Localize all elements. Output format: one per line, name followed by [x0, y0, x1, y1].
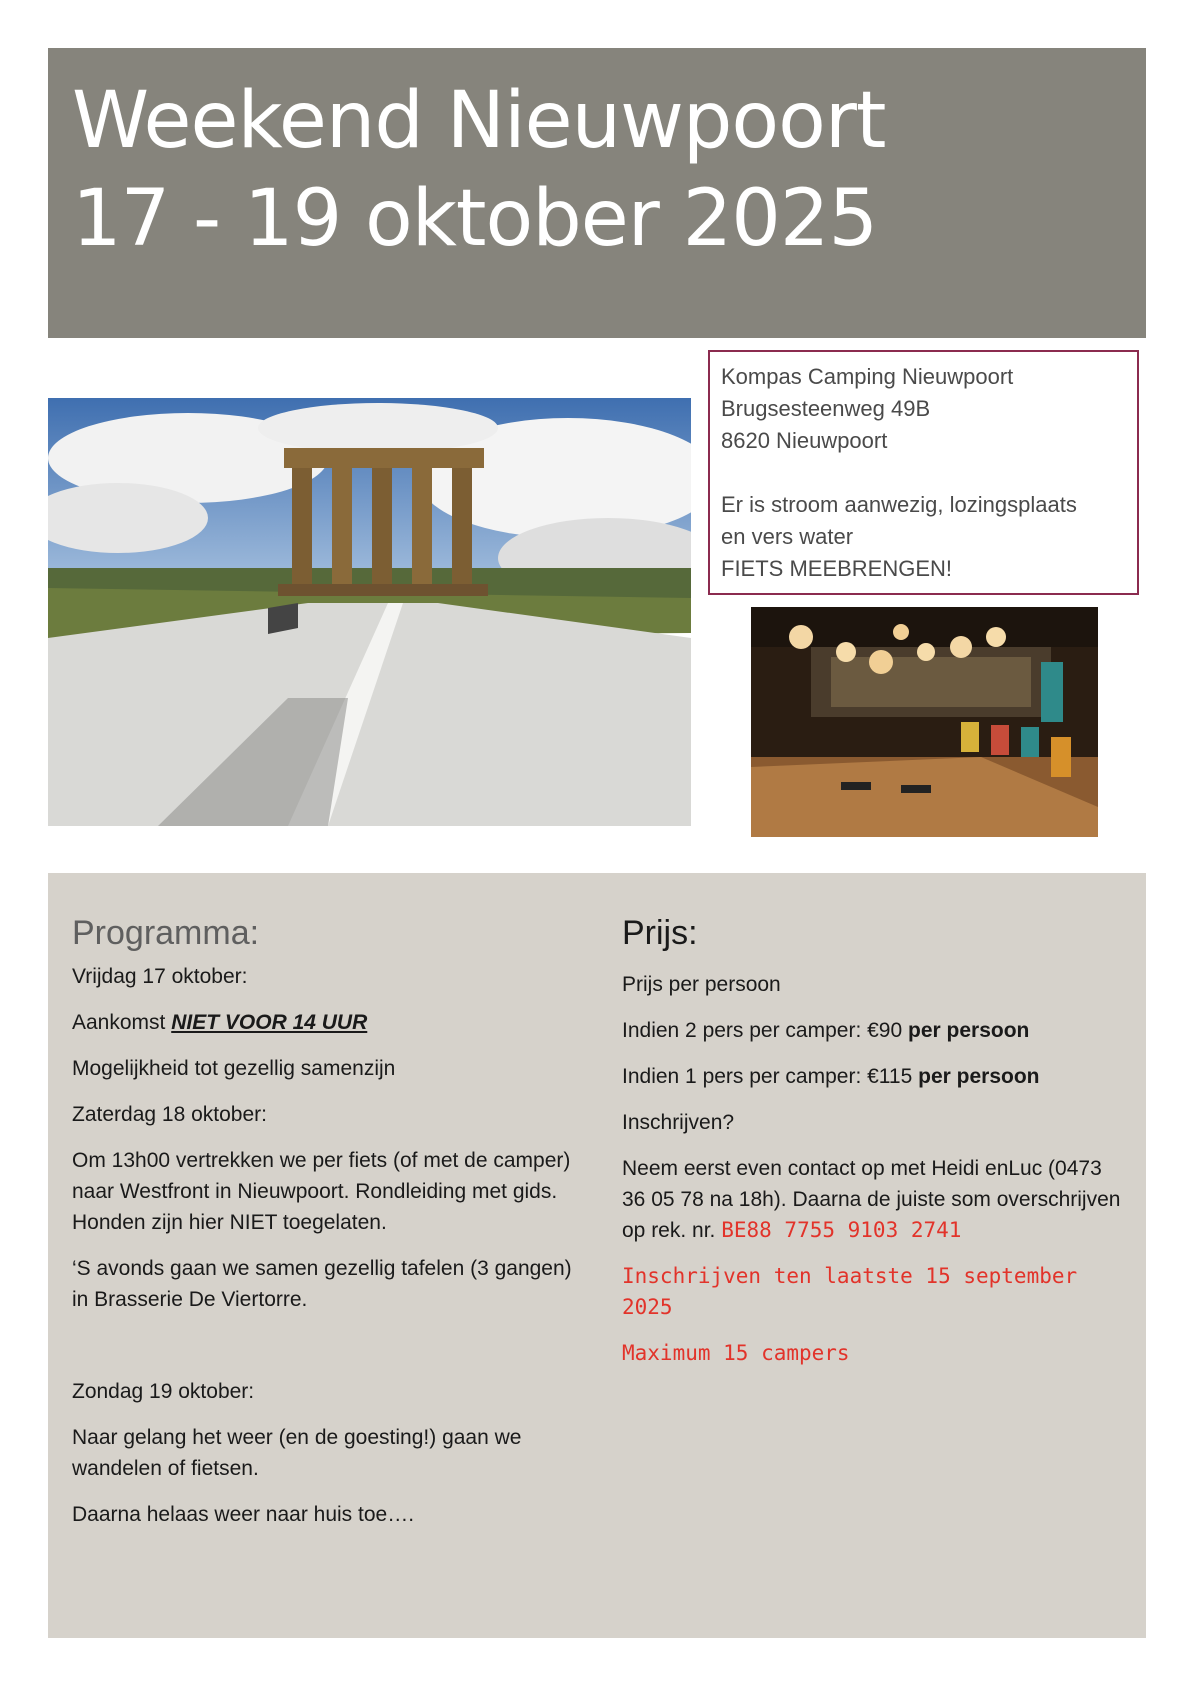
header-banner	[48, 48, 1146, 338]
contact-body: Neem eerst even contact op met Heidi enLuc (0473 36 05 78 na 18h). Daarna de juiste som overschrijven op rek. nr.	[622, 1157, 1121, 1242]
sunday-title: Zondag 19 oktober:	[72, 1380, 255, 1403]
price-two-persons	[622, 1015, 1122, 1046]
facilities-line-1: Er is stroom aanwezig, lozingsplaats	[721, 492, 1077, 517]
max-campers: Maximum 15 campers	[622, 1341, 850, 1365]
saturday-text-2: ‘S avonds gaan we samen gezellig tafelen (3 gangen) in Brasserie De Viertorre.	[72, 1257, 572, 1311]
price-two-prefix: Indien 2 pers per camper: €90	[622, 1019, 909, 1042]
title-line-1: Weekend Nieuwpoort	[72, 76, 886, 166]
arrival-emphasis: NIET VOOR 14 UUR	[171, 1011, 368, 1034]
price-intro: Prijs per persoon	[622, 973, 781, 996]
sunday-text-2: Daarna helaas weer naar huis toe….	[72, 1503, 415, 1526]
price-one-prefix: Indien 1 pers per camper: €115	[622, 1065, 919, 1088]
price-one-person	[622, 1061, 1122, 1092]
title-line-2: 17 - 19 oktober 2025	[72, 174, 878, 264]
price-heading: Prijs:	[622, 914, 698, 952]
signup-question: Inschrijven?	[622, 1111, 735, 1134]
facilities-line-2: en vers water	[721, 524, 854, 549]
program-column	[72, 911, 572, 1545]
contact-text	[622, 1153, 1122, 1246]
per-person-label: per persoon	[918, 1065, 1040, 1088]
campsite-name: Kompas Camping Nieuwpoort	[721, 364, 1014, 389]
bike-note: FIETS MEEBRENGEN!	[721, 556, 953, 581]
sunday-text-1: Naar gelang het weer (en de goesting!) gaan we wandelen of fietsen.	[72, 1426, 522, 1480]
friday-text: Mogelijkheid tot gezellig samenzijn	[72, 1057, 396, 1080]
per-person-label: per persoon	[908, 1019, 1030, 1042]
restaurant-photo	[751, 607, 1098, 837]
program-heading: Programma:	[72, 914, 260, 952]
saturday-title: Zaterdag 18 oktober:	[72, 1103, 267, 1126]
saturday-text-1: Om 13h00 vertrekken we per fiets (of met de camper) naar Westfront in Nieuwpoort. Rondleiding met gids. Honden zijn hier NIET toegelaten.	[72, 1149, 571, 1234]
price-column	[622, 911, 1122, 1384]
arrival-prefix: Aankomst	[72, 1011, 172, 1034]
arrival-line	[72, 1007, 572, 1038]
friday-title: Vrijdag 17 oktober:	[72, 965, 248, 988]
location-info-box	[708, 350, 1139, 595]
details-section	[48, 873, 1146, 1638]
signup-deadline: Inschrijven ten laatste 15 september 2025	[622, 1264, 1078, 1319]
bank-account: BE88 7755 9103 2741	[721, 1218, 962, 1242]
campsite-city: 8620 Nieuwpoort	[721, 428, 888, 453]
monument-photo	[48, 398, 691, 826]
campsite-street: Brugsesteenweg 49B	[721, 396, 931, 421]
